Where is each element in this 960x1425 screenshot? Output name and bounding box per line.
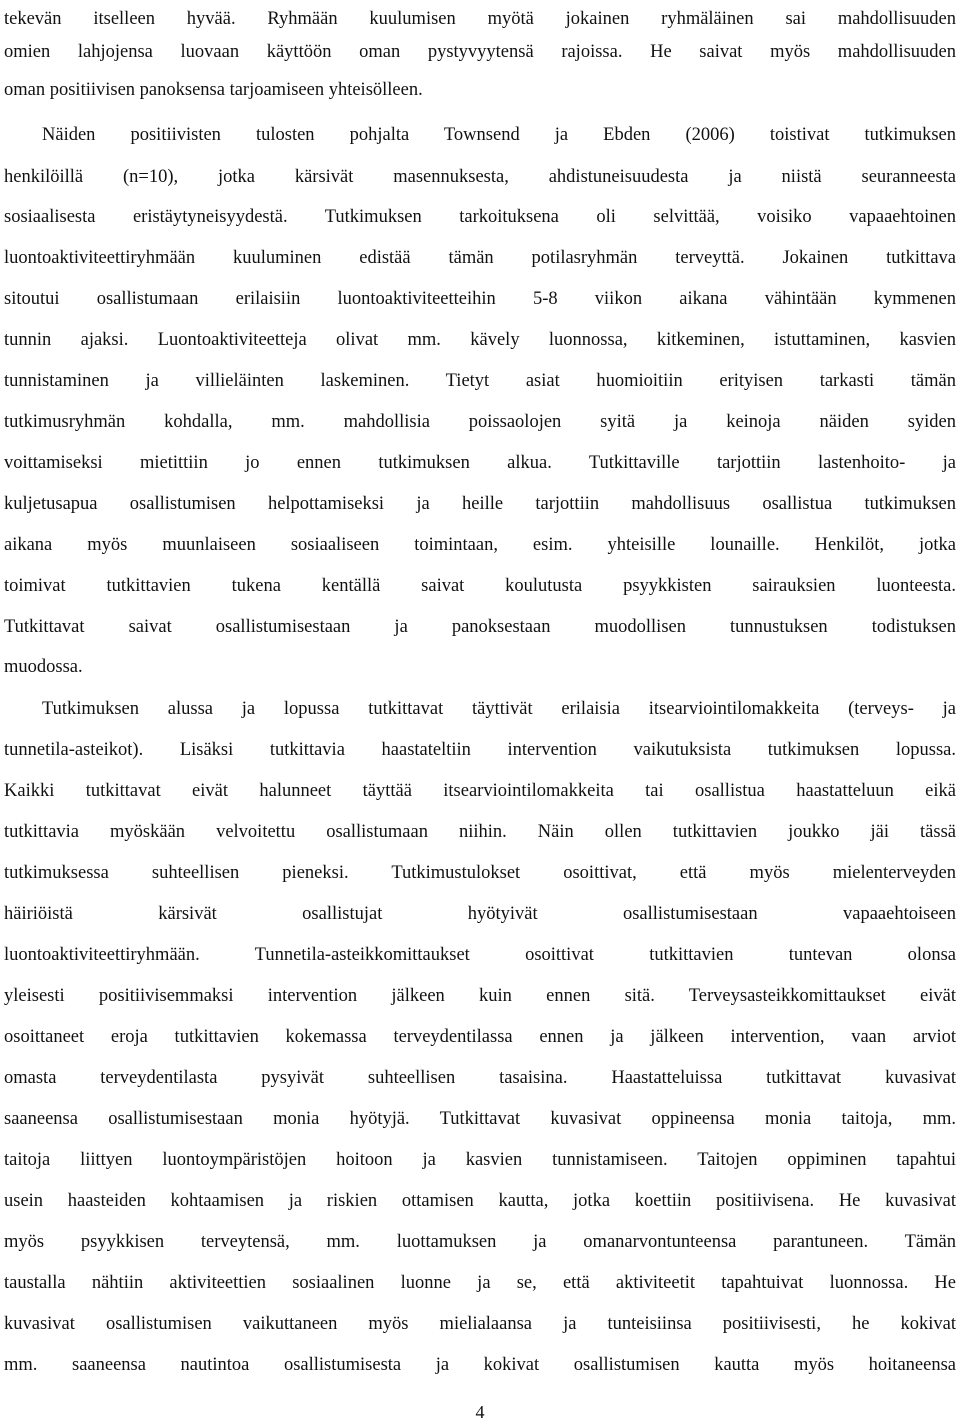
- text-line: tekevän itselleen hyvää. Ryhmään kuulumisen myötä jokainen ryhmäläinen sai mahdollisuuden: [4, 9, 956, 29]
- text-line: omien lahjojensa luovaan käyttöön oman pystyvyytensä rajoissa. He saivat myös mahdollisuuden: [4, 42, 956, 62]
- text-line: henkilöillä (n=10), jotka kärsivät masennuksesta, ahdistuneisuudesta ja niistä seuranneesta: [4, 167, 956, 187]
- text-line: tunnetila-asteikot). Lisäksi tutkittavia haastateltiin intervention vaikutuksista tutkimuksen lopussa.: [4, 740, 956, 760]
- text-line: mm. saaneensa nautintoa osallistumisesta ja kokivat osallistumisen kautta myös hoitaneensa: [4, 1355, 956, 1375]
- text-line: tunnin ajaksi. Luontoaktiviteetteja olivat mm. kävely luonnossa, kitkeminen, istuttaminen, kasvien: [4, 330, 956, 350]
- text-line: häiriöistä kärsivät osallistujat hyötyivät osallistumisestaan vapaaehtoiseen: [4, 904, 956, 924]
- text-line: Näiden positiivisten tulosten pohjalta Townsend ja Ebden (2006) toistivat tutkimuksen: [42, 125, 956, 145]
- text-line: Tutkittavat saivat osallistumisestaan ja panoksestaan muodollisen tunnustuksen todistuksen: [4, 617, 956, 637]
- text-line: tutkittavia myöskään velvoitettu osallistumaan niihin. Näin ollen tutkittavien joukko jäi tässä: [4, 822, 956, 842]
- text-line: saaneensa osallistumisestaan monia hyötyjä. Tutkittavat kuvasivat oppineensa monia taitoja, mm.: [4, 1109, 956, 1129]
- text-line: Tutkimuksen alussa ja lopussa tutkittavat täyttivät erilaisia itsearviointilomakkeita (terveys- ja: [42, 699, 956, 719]
- text-line: tutkimuksessa suhteellisen pieneksi. Tutkimustulokset osoittivat, että myös mielenterveyden: [4, 863, 956, 883]
- text-line: voittamiseksi mietittiin jo ennen tutkimuksen alkua. Tutkittaville tarjottiin lastenhoito- ja: [4, 453, 956, 473]
- text-line: myös psyykkisen terveytensä, mm. luottamuksen ja omanarvontunteensa parantuneen. Tämän: [4, 1232, 956, 1252]
- text-line: omasta terveydentilasta pysyivät suhteellisen tasaisina. Haastatteluissa tutkittavat kuvasivat: [4, 1068, 956, 1088]
- text-line: tutkimusryhmän kohdalla, mm. mahdollisia poissaolojen syitä ja keinoja näiden syiden: [4, 412, 956, 432]
- text-line: sosiaalisesta eristäytyneisyydestä. Tutkimuksen tarkoituksena oli selvittää, voisiko vapaaehtoinen: [4, 207, 956, 227]
- text-line: aikana myös muunlaiseen sosiaaliseen toimintaan, esim. yhteisille lounaille. Henkilöt, jotka: [4, 535, 956, 555]
- text-line: muodossa.: [4, 657, 83, 677]
- text-line: kuvasivat osallistumisen vaikuttaneen myös mielialaansa ja tunteisiinsa positiivisesti, he kokivat: [4, 1314, 956, 1334]
- text-line: osoittaneet eroja tutkittavien kokemassa terveydentilassa ennen ja jälkeen intervention, vaan arviot: [4, 1027, 956, 1047]
- text-line: taustalla nähtiin aktiviteettien sosiaalinen luonne ja se, että aktiviteetit tapahtuivat luonnossa. He: [4, 1273, 956, 1293]
- text-line: luontoaktiviteettiryhmään kuuluminen edistää tämän potilasryhmän terveyttä. Jokainen tutkittava: [4, 248, 956, 268]
- text-line: luontoaktiviteettiryhmään. Tunnetila-asteikkomittaukset osoittivat tutkittavien tuntevan olonsa: [4, 945, 956, 965]
- page-number: 4: [475, 1402, 485, 1422]
- text-line: taitoja liittyen luontoympäristöjen hoitoon ja kasvien tunnistamiseen. Taitojen oppiminen tapahtui: [4, 1150, 956, 1170]
- text-line: kuljetusapua osallistumisen helpottamiseksi ja heille tarjottiin mahdollisuus osallistua tutkimuksen: [4, 494, 956, 514]
- text-line: usein haasteiden kohtaamisen ja riskien ottamisen kautta, jotka koettiin positiivisena. He kuvasivat: [4, 1191, 956, 1211]
- text-line: toimivat tutkittavien tukena kentällä saivat koulutusta psyykkisten sairauksien luonteesta.: [4, 576, 956, 596]
- text-line: Kaikki tutkittavat eivät halunneet täyttää itsearviointilomakkeita tai osallistua haastatteluun eikä: [4, 781, 956, 801]
- text-line: tunnistaminen ja villieläinten laskeminen. Tietyt asiat huomioitiin erityisen tarkasti tämän: [4, 371, 956, 391]
- text-line: yleisesti positiivisemmaksi intervention jälkeen kuin ennen sitä. Terveysasteikkomittaukset eivät: [4, 986, 956, 1006]
- text-line: oman positiivisen panoksensa tarjoamiseen yhteisölleen.: [4, 80, 423, 100]
- text-line: sitoutui osallistumaan erilaisiin luontoaktiviteetteihin 5-8 viikon aikana vähintään kymmenen: [4, 289, 956, 309]
